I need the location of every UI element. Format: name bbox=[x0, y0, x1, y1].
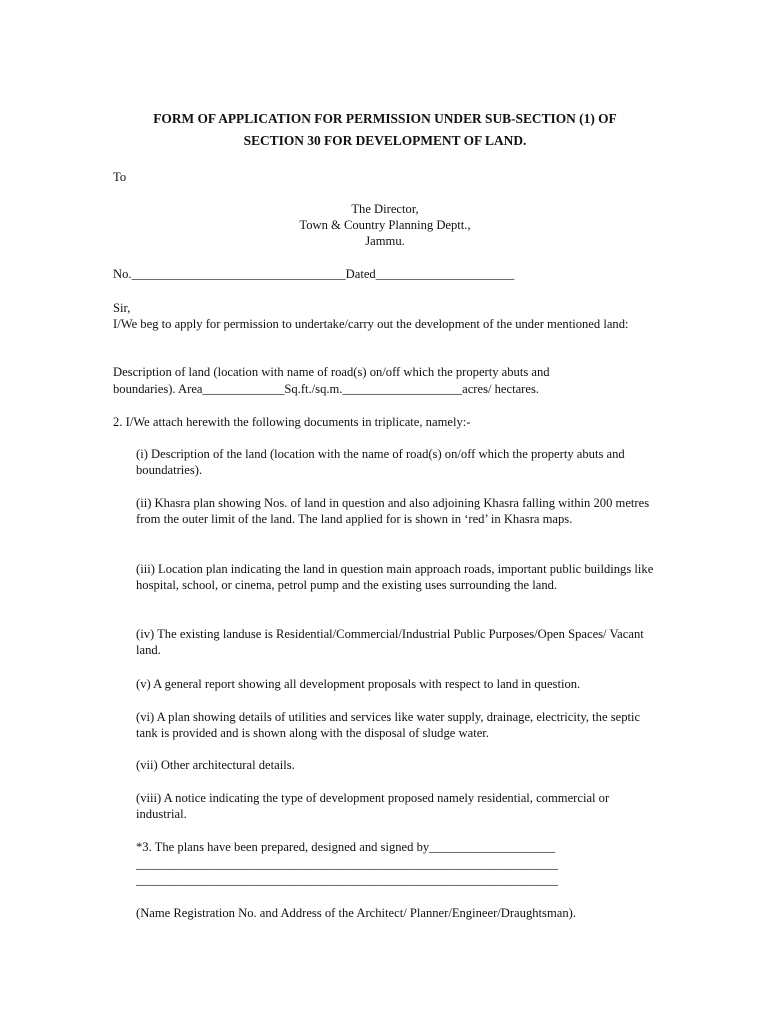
document-item-7: (vii) Other architectural details. bbox=[136, 758, 295, 772]
attachments-heading: 2. I/We attach herewith the following documents in triplicate, namely:- bbox=[113, 415, 471, 429]
reference-number-line: No.__________________________________Dated______________________ bbox=[113, 267, 515, 281]
document-item-3: (iii) Location plan indicating the land in question main approach roads, important public buildings like hospital, school, or cinema, petrol pump and the existing uses surrounding the land. bbox=[136, 562, 654, 593]
document-item-2: (ii) Khasra plan showing Nos. of land in question and also adjoining Khasra falling within 200 metres from the outer limit of the land. The land applied for is shown in ‘red’ in Khasra maps. bbox=[136, 496, 650, 527]
plans-statement-line-3: ___________________________________________________________________ bbox=[136, 873, 558, 887]
document-item-4: (iv) The existing landuse is Residential/Commercial/Industrial Public Purposes/Open Spaces/ Vacant land. bbox=[136, 627, 644, 658]
form-title-line-2: SECTION 30 FOR DEVELOPMENT OF LAND. bbox=[243, 133, 527, 148]
form-title-line-1: FORM OF APPLICATION FOR PERMISSION UNDER SUB-SECTION (1) OF bbox=[153, 111, 617, 126]
salutation: Sir, bbox=[113, 301, 131, 315]
document-item-8: (viii) A notice indicating the type of development proposed namely residential, commercial or industrial. bbox=[136, 791, 610, 822]
address-line-3: Jammu. bbox=[365, 234, 405, 248]
architect-note: (Name Registration No. and Address of the Architect/ Planner/Engineer/Draughtsman). bbox=[136, 906, 576, 920]
land-description-line-1: Description of land (location with name of road(s) on/off which the property abuts and bbox=[113, 365, 550, 379]
document-item-1: (i) Description of the land (location with the name of road(s) on/off which the property abuts and boundatries). bbox=[136, 447, 625, 478]
document-item-6: (vi) A plan showing details of utilities and services like water supply, drainage, electricity, the septic tank is provided and is shown along with the disposal of sludge water. bbox=[136, 710, 641, 741]
land-description-line-2: boundaries). Area_____________Sq.ft./sq.m.___________________acres/ hectares. bbox=[113, 382, 540, 396]
plans-statement-line-2: ___________________________________________________________________ bbox=[136, 857, 558, 871]
address-line-2: Town & Country Planning Deptt., bbox=[299, 218, 471, 232]
plans-statement-line-1: *3. The plans have been prepared, designed and signed by____________________ bbox=[136, 840, 556, 854]
document-item-5: (v) A general report showing all development proposals with respect to land in question. bbox=[136, 677, 581, 691]
to-label: To bbox=[113, 170, 127, 184]
intro-paragraph: I/We beg to apply for permission to undertake/carry out the development of the under mentioned land: bbox=[113, 317, 629, 331]
address-line-1: The Director, bbox=[351, 202, 419, 216]
